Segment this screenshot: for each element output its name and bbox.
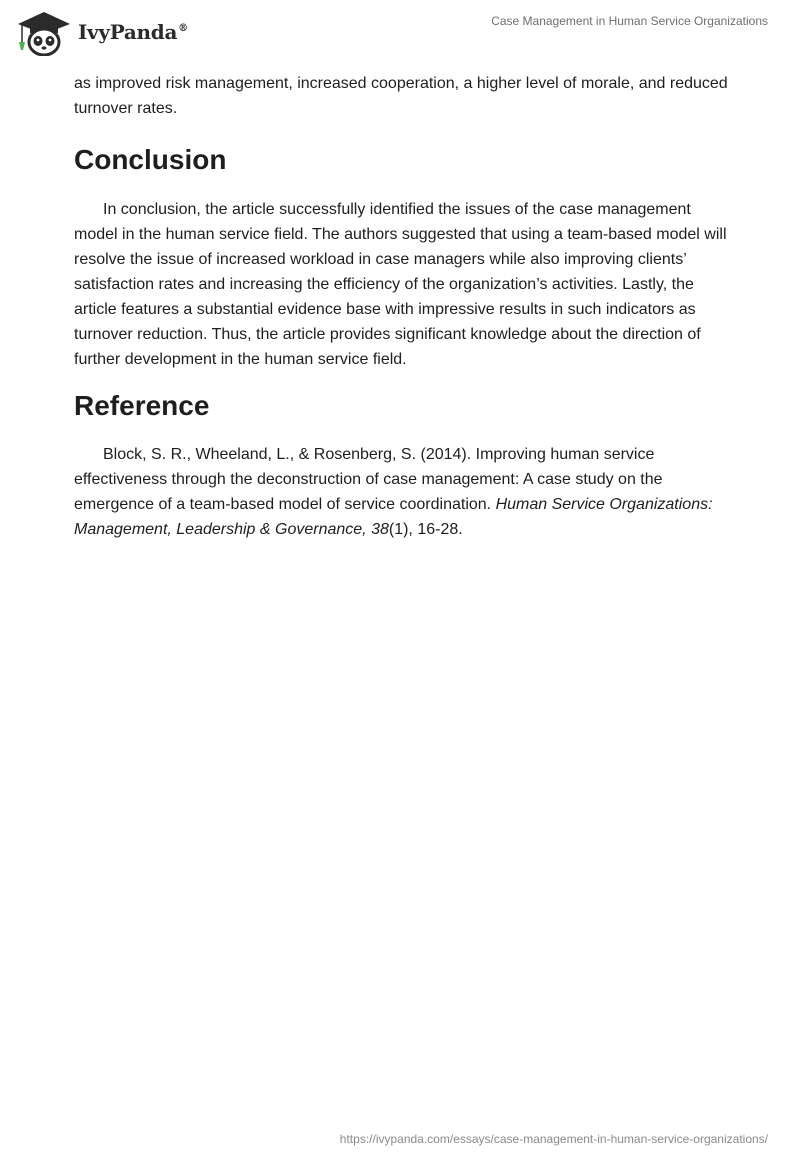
conclusion-heading: Conclusion [74,144,227,175]
reference-issue-pages: (1), 16-28. [388,521,463,538]
brand-name: IvyPanda® [78,20,188,44]
reference-entry [74,442,734,542]
ivypanda-logo[interactable] [14,8,188,56]
panda-graduate-icon [14,8,74,56]
intro-paragraph: as improved risk management, increased cooperation, a higher level of morale, and reduced turnover rates. [74,75,728,117]
article-body [74,71,734,542]
reference-heading: Reference [74,390,210,421]
footer-url[interactable]: https://ivypanda.com/essays/case-management-in-human-service-organizations/ [339,1132,768,1146]
document-title: Case Management in Human Service Organizations [491,14,768,28]
page-header [0,0,800,64]
reference-authors: Block, S. R., Wheeland, L., & Rosenberg, S. (2014). Improving human service effectiveness through the deconstruction of case management: A case study on the emergence of a team-based model of service coordination. [74,446,663,513]
reference-journal: Human Service Organizations: Management, Leadership & Governance, 38 [74,496,713,538]
conclusion-paragraph: In conclusion, the article successfully identified the issues of the case management model in the human service field. The authors suggested that using a team-based model will resolve the issue of increased workload in case managers while also improving clients’ satisfaction rates and increasing the efficiency of the organization’s activities. Lastly, the article features a substantial evidence base with impressive results in such indicators as turnover reduction. Thus, the article provides significant knowledge about the direction of further development in the human service field. [74,201,727,368]
